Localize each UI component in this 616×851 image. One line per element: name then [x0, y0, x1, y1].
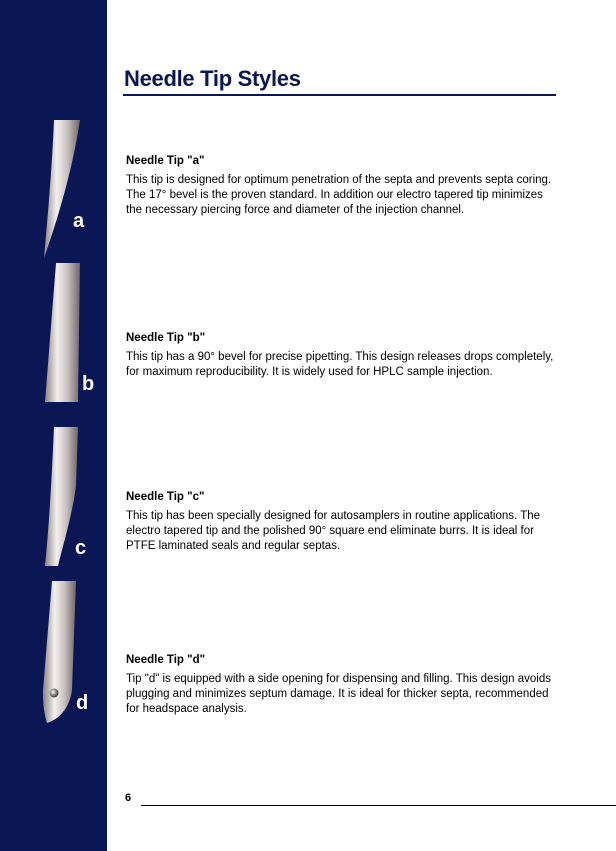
tip-d-heading: Needle Tip "d" — [126, 654, 206, 666]
tip-letter-a: a — [73, 210, 85, 232]
tip-c-description: This tip has been specially designed for autosamplers in routine applications. The electro tapered tip and the polished 90° square end eliminate burrs. It is ideal for PTFE laminated seals and regular septas. — [126, 510, 541, 552]
needle-tip-a-image — [40, 118, 84, 260]
tip-d-section — [126, 654, 558, 717]
tip-c-heading: Needle Tip "c" — [126, 491, 205, 503]
tip-letter-c: c — [75, 537, 87, 559]
footer-divider — [141, 805, 616, 806]
tip-c-section — [126, 491, 558, 554]
tip-d-description: Tip "d" is equipped with a side opening for dispensing and filling. This design avoids plugging and minimizes septum damage. It is ideal for thicker septa, recommended for headspace analysis. — [126, 673, 551, 715]
tip-letter-b: b — [82, 373, 95, 395]
tip-b-description: This tip has a 90° bevel for precise pipetting. This design releases drops completely, for maximum reproducibility. It is widely used for HPLC sample injection. — [126, 351, 554, 378]
page-number: 6 — [125, 792, 132, 804]
tip-a-description: This tip is designed for optimum penetration of the septa and prevents septa coring. The 17° bevel is the proven standard. In addition our electro tapered tip minimizes the necessary piercing force and diameter of the injection channel. — [126, 174, 552, 216]
sidebar-band — [0, 0, 107, 851]
tip-letter-d: d — [76, 692, 89, 714]
tip-b-heading: Needle Tip "b" — [126, 332, 206, 344]
title-divider — [123, 94, 556, 96]
tip-a-section — [126, 155, 558, 218]
tip-a-heading: Needle Tip "a" — [126, 155, 205, 167]
tip-b-section — [126, 332, 558, 380]
needle-tip-d-image — [38, 580, 80, 725]
needle-tip-b-image — [42, 262, 82, 404]
page-title: Needle Tip Styles — [124, 66, 301, 91]
